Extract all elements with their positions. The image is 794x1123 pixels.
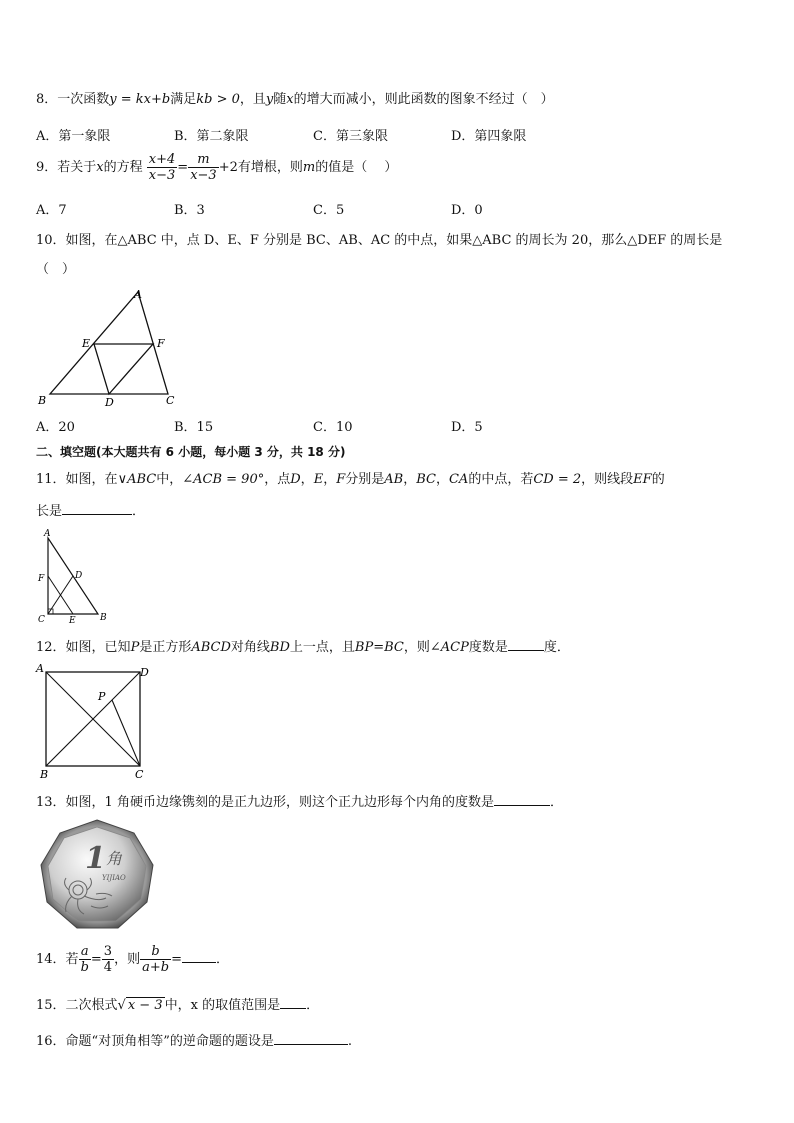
question-9 <box>36 152 397 183</box>
q11-label-f: F <box>38 574 45 584</box>
q14-equals: = <box>90 952 102 967</box>
q14-f1-denominator: b <box>80 960 89 975</box>
q12-angle: ∠ACP <box>429 640 469 655</box>
q14-fraction-target <box>140 944 171 975</box>
q10-label-b: B <box>38 394 47 407</box>
q11-text: 如图，在 <box>65 472 118 487</box>
q9-fraction-1 <box>147 152 178 183</box>
q12-square-figure <box>34 660 154 784</box>
q8-equation: y = kx+b <box>109 92 171 107</box>
q12-label-b: B <box>40 768 49 781</box>
q9-var-m: m <box>302 160 316 175</box>
q14-answer-blank[interactable] <box>182 950 216 963</box>
q14-fraction-ab <box>79 944 91 975</box>
q11-line2 <box>36 500 145 519</box>
q9-text: 若关于 <box>57 160 97 175</box>
section-heading-fill-blank: 二、填空题(本大题共有 6 小题，每小题 3 分，共 18 分) <box>36 445 346 459</box>
q11-point-d: D <box>290 472 301 487</box>
question-15 <box>36 994 319 1013</box>
q8-option-d[interactable]: D．第四象限 <box>451 129 527 144</box>
q15-text: 15．二次根式 <box>36 998 118 1013</box>
q12-text: 上一点，且 <box>289 640 355 655</box>
q12-label-d: D <box>140 666 149 679</box>
q8-text: 随 <box>273 92 287 107</box>
q14-text: 若 <box>65 952 79 967</box>
q10-option-b[interactable]: B．15 <box>174 420 214 435</box>
q9-var-x: x <box>96 160 104 175</box>
q12-label-c: C <box>135 768 144 781</box>
q11-label-c: C <box>38 615 45 624</box>
q11-label-b: B <box>100 613 107 623</box>
q14-f3-denominator: a+b <box>142 960 170 975</box>
question-14 <box>36 944 229 975</box>
q12-answer-blank[interactable] <box>508 638 544 651</box>
q12-text: 度数是 <box>468 640 508 655</box>
q13-answer-blank[interactable] <box>494 793 550 806</box>
q12-point-p: P <box>130 640 140 655</box>
q11-text: 分别是 <box>345 472 385 487</box>
q14-end: ． <box>215 952 229 967</box>
q10-option-c[interactable]: C．10 <box>313 420 353 435</box>
q11-answer-blank[interactable] <box>62 502 132 515</box>
q10-text: 10．如图，在△ABC 中，点 D、E、F 分别是 BC、AB、AC 的中点，如果△ABC 的周长为 20，那么△DEF 的周长是 <box>36 233 723 248</box>
q9-plus-two: +2 <box>218 160 238 175</box>
q14-f3-numerator: b <box>140 944 171 960</box>
q12-condition: BP=BC <box>354 640 404 655</box>
q12-text: 如图，已知 <box>65 640 131 655</box>
q11-angle: ∠ACB = 90° <box>182 472 265 487</box>
q14-text: ，则 <box>114 952 141 967</box>
q8-option-b[interactable]: B．第二象限 <box>174 129 249 144</box>
q12-text: 度． <box>543 640 570 655</box>
q12-number: 12． <box>36 640 66 655</box>
q14-f2-numerator: 3 <box>103 944 113 959</box>
q11-label-a: A <box>44 529 51 539</box>
q13-end: ． <box>549 795 563 810</box>
q10-option-a[interactable]: A．20 <box>36 420 75 435</box>
q9-frac2-numerator: m <box>188 152 219 168</box>
q9-equals: = <box>177 160 189 175</box>
q12-text: 对角线 <box>230 640 270 655</box>
coin-character: 角 <box>106 849 123 868</box>
q11-number: 11． <box>36 472 66 487</box>
q12-text: 是正方形 <box>139 640 192 655</box>
question-13 <box>36 791 563 810</box>
q10-option-d[interactable]: D．5 <box>451 420 483 435</box>
q12-square: ABCD <box>191 640 231 655</box>
q11-sep: ， <box>435 472 449 487</box>
q10-label-e: E <box>82 337 91 350</box>
q11-seg-ab: AB <box>384 472 404 487</box>
q11-sep: ， <box>403 472 417 487</box>
q11-seg-ca: CA <box>448 472 469 487</box>
q11-text: 中， <box>156 472 183 487</box>
q11-triangle: ∨ABC <box>117 472 157 487</box>
q8-text: 一次函数 <box>57 92 110 107</box>
question-12 <box>36 636 570 655</box>
q10-label-a: A <box>134 288 142 301</box>
q8-number: 8． <box>36 92 58 107</box>
q14-equals: = <box>171 952 182 967</box>
coin-pinyin: YIJIAO <box>102 874 126 882</box>
q9-option-c[interactable]: C．5 <box>313 203 345 218</box>
q8-var-y: y <box>265 92 274 107</box>
q12-diagonal: BD <box>269 640 290 655</box>
q9-frac2-denominator: x−3 <box>190 168 217 183</box>
q11-cd-value: CD = 2 <box>533 472 582 487</box>
q13-coin-image <box>36 818 158 936</box>
q11-sep: ， <box>300 472 314 487</box>
q10-label-f: F <box>157 337 165 350</box>
q10-text-line2: （ ） <box>36 262 76 277</box>
q11-text: 长是 <box>36 504 63 519</box>
q11-right-triangle-figure <box>34 526 114 624</box>
q8-var-x: x <box>286 92 294 107</box>
q11-point-f: F <box>336 472 346 487</box>
q16-answer-blank[interactable] <box>274 1032 348 1045</box>
q11-text: 的 <box>651 472 665 487</box>
q11-label-d: D <box>75 571 83 581</box>
question-16 <box>36 1030 352 1049</box>
q9-fraction-2 <box>188 152 219 183</box>
q8-text: 的增大而减小，则此函数的图象不经过（ ） <box>293 92 554 107</box>
q16-end: . <box>347 1034 352 1049</box>
q9-option-b[interactable]: B．3 <box>174 203 205 218</box>
q9-frac1-numerator: x+4 <box>148 152 176 167</box>
q11-label-e: E <box>69 616 76 624</box>
q16-text: 16．命题“对顶角相等”的逆命题的题设是 <box>36 1034 274 1049</box>
q9-text: 有增根，则 <box>237 160 303 175</box>
q11-sep: ， <box>323 472 337 487</box>
question-8 <box>36 88 554 107</box>
q10-label-d: D <box>105 396 114 409</box>
q12-label-a: A <box>36 662 44 675</box>
q15-end: ． <box>306 998 320 1013</box>
q9-text: 的方程 <box>103 160 143 175</box>
q8-option-a[interactable]: A．第一象限 <box>36 129 111 144</box>
q15-text: 中，x 的取值范围是 <box>164 998 281 1013</box>
q11-text: 的中点，若 <box>468 472 534 487</box>
q11-seg-bc: BC <box>416 472 436 487</box>
q11-end: ． <box>132 504 146 519</box>
q9-text: 的值是（ ） <box>315 160 398 175</box>
q14-f1-numerator: a <box>79 944 91 960</box>
question-11 <box>36 468 665 487</box>
q15-radicand: x − 3 <box>127 998 163 1013</box>
q13-text: 13．如图，1 角硬币边缘镌刻的是正九边形，则这个正九边形每个内角的度数是 <box>36 795 494 810</box>
q11-seg-ef: EF <box>633 472 652 487</box>
coin-digit: 1 <box>85 841 106 876</box>
q8-text: ，且 <box>239 92 266 107</box>
q8-condition: kb > 0 <box>196 92 240 107</box>
q12-text: ，则 <box>403 640 430 655</box>
q8-text: 满足 <box>170 92 197 107</box>
q14-fraction-34 <box>102 944 114 975</box>
q10-triangle-figure <box>30 282 190 410</box>
q9-option-d[interactable]: D．0 <box>451 203 483 218</box>
sqrt-icon: √ <box>117 998 126 1013</box>
q11-text: ，则线段 <box>581 472 634 487</box>
q14-number: 14． <box>36 952 66 967</box>
q15-answer-blank[interactable] <box>280 996 306 1009</box>
q8-option-c[interactable]: C．第三象限 <box>313 129 388 144</box>
q9-option-a[interactable]: A．7 <box>36 203 67 218</box>
q11-text: ，点 <box>264 472 291 487</box>
q14-f2-denominator: 4 <box>103 960 113 975</box>
q9-number: 9． <box>36 160 58 175</box>
q12-label-p: P <box>98 690 106 703</box>
q9-frac1-denominator: x−3 <box>148 168 176 183</box>
q10-label-c: C <box>166 394 175 407</box>
q11-point-e: E <box>313 472 324 487</box>
